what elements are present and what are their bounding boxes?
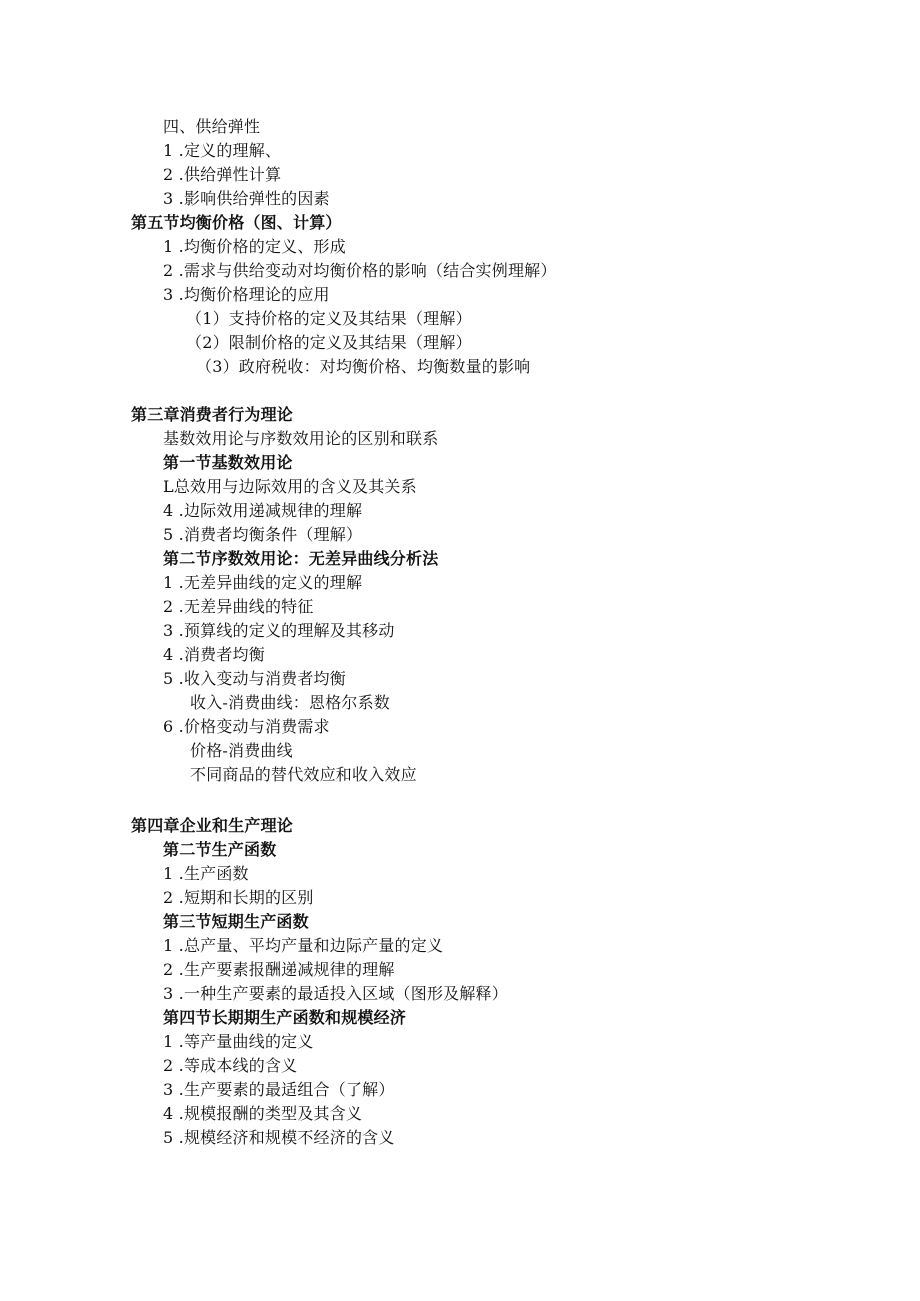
section-heading: 第二节序数效用论：无差异曲线分析法 [163,549,439,568]
section-heading: 第四节长期期生产函数和规模经济 [163,1008,407,1027]
outline-item: 收入-消费曲线：恩格尔系数 [190,693,391,712]
outline-item: 1 .等产量曲线的定义 [163,1032,314,1051]
outline-item: 6 .价格变动与消费需求 [163,717,330,736]
outline-item: 3 .一种生产要素的最适投入区域（图形及解释） [163,984,508,1003]
outline-item: 四、供给弹性 [163,117,261,136]
outline-item: （2）限制价格的定义及其结果（理解） [186,333,472,352]
outline-item: 2 .短期和长期的区别 [163,888,314,907]
section-heading: 第五节均衡价格（图、计算） [131,213,342,232]
outline-item: 4 .消费者均衡 [163,645,265,664]
outline-item: 2 .无差异曲线的特征 [163,597,314,616]
section-heading: 第二节生产函数 [163,840,277,859]
outline-item: 1 .无差异曲线的定义的理解 [163,573,363,592]
section-heading: 第四章企业和生产理论 [131,816,294,835]
outline-item: 5 .收入变动与消费者均衡 [163,669,346,688]
outline-item: 基数效用论与序数效用论的区别和联系 [163,429,439,448]
document-page [0,115,920,1150]
outline-item: （1）支持价格的定义及其结果（理解） [186,309,472,328]
outline-item: 3 .预算线的定义的理解及其移动 [163,621,395,640]
outline-item: 价格-消费曲线 [190,741,293,760]
outline-item: 不同商品的替代效应和收入效应 [190,765,417,784]
outline-item: 2 .需求与供给变动对均衡价格的影响（结合实例理解） [163,261,557,280]
outline-item: 3 .影响供给弹性的因素 [163,189,330,208]
blank-line [0,379,920,403]
outline-item: 3 .均衡价格理论的应用 [163,285,330,304]
outline-item: 2 .供给弹性计算 [163,165,282,184]
blank-line [0,787,920,814]
outline-item: 3 .生产要素的最适组合（了解） [163,1080,395,1099]
outline-content [0,115,920,1150]
outline-item: 4 .边际效用递减规律的理解 [163,501,363,520]
outline-item: 1 .均衡价格的定义、形成 [163,237,346,256]
section-heading: 第三节短期生产函数 [163,912,309,931]
section-heading: 第三章消费者行为理论 [131,405,294,424]
outline-item: L总效用与边际效用的含义及其关系 [163,477,417,496]
outline-item: 1 .定义的理解、 [163,141,282,160]
outline-item: 5 .消费者均衡条件（理解） [163,525,363,544]
outline-item: 1 .生产函数 [163,864,249,883]
outline-item: 2 .生产要素报酬递减规律的理解 [163,960,395,979]
outline-item: 1 .总产量、平均产量和边际产量的定义 [163,936,444,955]
outline-item: 2 .等成本线的含义 [163,1056,298,1075]
outline-item: 5 .规模经济和规模不经济的含义 [163,1128,395,1147]
outline-item: 4 .规模报酬的类型及其含义 [163,1104,363,1123]
outline-item: （3）政府税收：对均衡价格、均衡数量的影响 [196,357,531,376]
section-heading: 第一节基数效用论 [163,453,293,472]
